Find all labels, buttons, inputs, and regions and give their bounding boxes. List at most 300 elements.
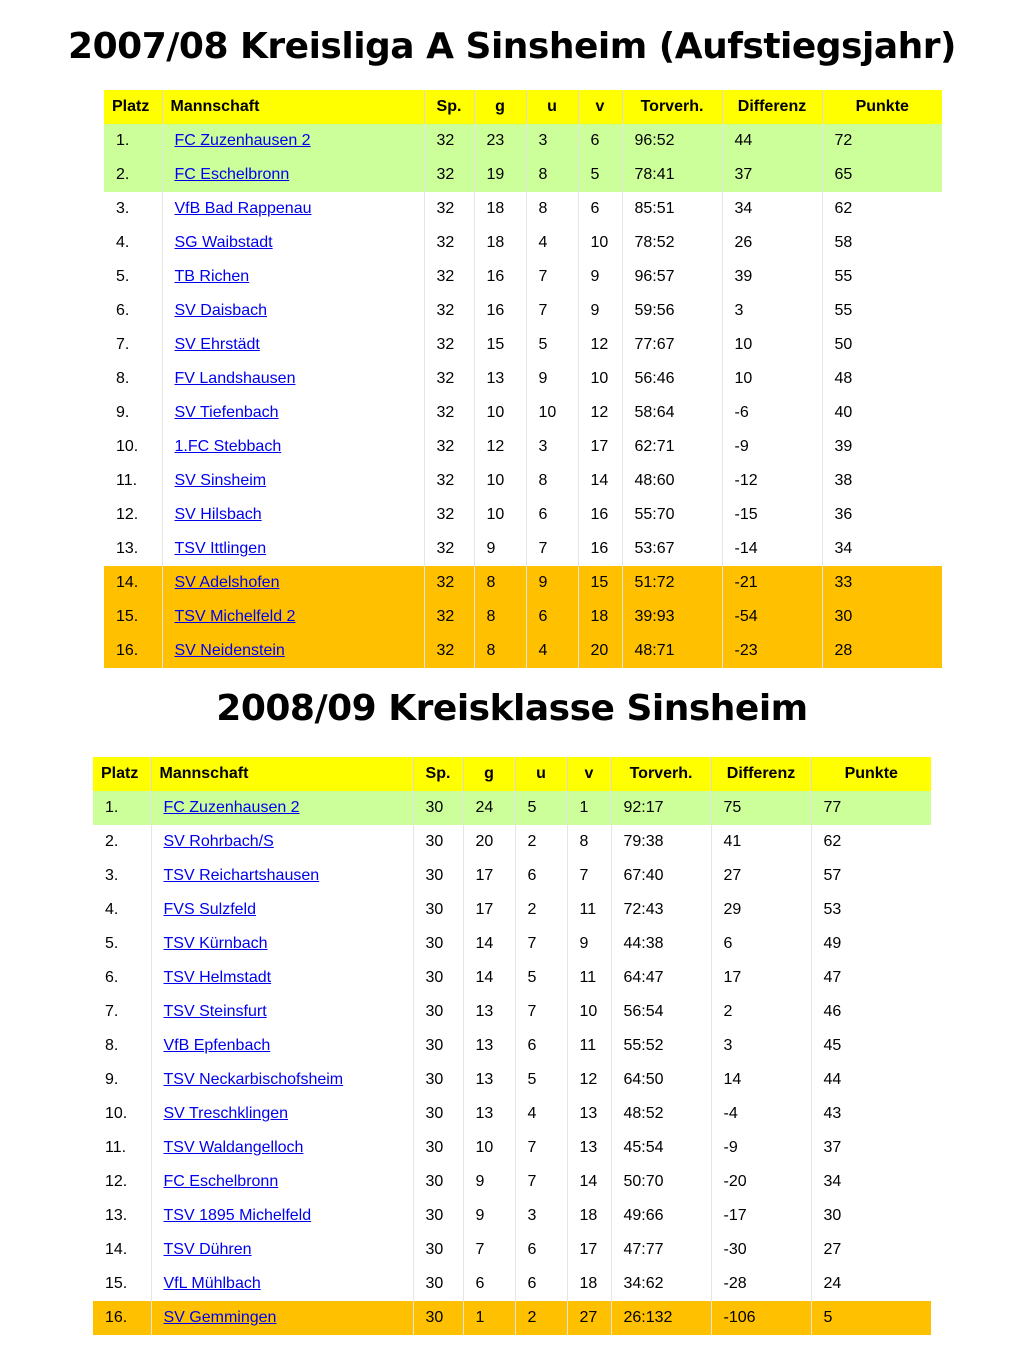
cell-team	[151, 1097, 413, 1131]
cell-u: 9	[526, 362, 578, 396]
cell-team	[162, 532, 424, 566]
header-u: u	[515, 757, 567, 791]
cell-torverh: 64:50	[611, 1063, 711, 1097]
cell-u: 6	[515, 1267, 567, 1301]
cell-g: 20	[463, 825, 515, 859]
cell-v: 10	[567, 995, 611, 1029]
cell-sp: 32	[424, 362, 474, 396]
cell-punkte: 37	[811, 1131, 931, 1165]
cell-sp: 30	[413, 1199, 463, 1233]
cell-v: 12	[567, 1063, 611, 1097]
cell-g: 19	[474, 158, 526, 192]
cell-sp: 32	[424, 600, 474, 634]
cell-platz: 11.	[116, 472, 138, 489]
table-row	[104, 226, 942, 260]
cell-diff: 2	[711, 995, 811, 1029]
cell-v: 5	[578, 158, 622, 192]
table-row	[104, 294, 942, 328]
cell-u: 6	[526, 498, 578, 532]
team-link[interactable]: SV Gemmingen	[163, 1309, 277, 1326]
cell-punkte: 34	[822, 532, 942, 566]
cell-torverh: 64:47	[611, 961, 711, 995]
cell-punkte: 40	[822, 396, 942, 430]
table-row	[104, 430, 942, 464]
cell-u: 5	[515, 961, 567, 995]
table-row	[104, 260, 942, 294]
team-link[interactable]: TSV Michelfeld 2	[174, 608, 296, 625]
team-link[interactable]: VfB Bad Rappenau	[174, 200, 312, 217]
header-g: g	[474, 90, 526, 124]
cell-v: 17	[578, 430, 622, 464]
cell-diff: -17	[711, 1199, 811, 1233]
cell-platz: 15.	[105, 1275, 128, 1292]
table-row	[93, 825, 931, 859]
header-mannschaft: Mannschaft	[151, 757, 413, 791]
team-link[interactable]: SV Neidenstein	[174, 642, 285, 659]
team-link[interactable]: FC Eschelbronn	[174, 166, 290, 183]
cell-punkte: 53	[811, 893, 931, 927]
cell-torverh: 55:70	[622, 498, 722, 532]
cell-punkte: 57	[811, 859, 931, 893]
cell-platz: 2.	[105, 833, 119, 850]
team-link[interactable]: FC Eschelbronn	[163, 1173, 279, 1190]
cell-g: 13	[463, 1063, 515, 1097]
cell-torverh: 79:38	[611, 825, 711, 859]
cell-v: 7	[567, 859, 611, 893]
cell-g: 23	[474, 124, 526, 158]
cell-diff: 29	[711, 893, 811, 927]
cell-punkte: 46	[811, 995, 931, 1029]
cell-u: 8	[526, 158, 578, 192]
cell-diff: -12	[722, 464, 822, 498]
cell-g: 8	[474, 600, 526, 634]
table-header-row	[104, 90, 942, 124]
cell-team	[151, 893, 413, 927]
table-row	[104, 158, 942, 192]
cell-diff: -30	[711, 1233, 811, 1267]
cell-g: 13	[463, 1029, 515, 1063]
cell-team	[162, 396, 424, 430]
cell-g: 24	[463, 791, 515, 825]
cell-torverh: 50:70	[611, 1165, 711, 1199]
cell-torverh: 59:56	[622, 294, 722, 328]
cell-u: 3	[515, 1199, 567, 1233]
cell-sp: 32	[424, 396, 474, 430]
cell-u: 7	[515, 1131, 567, 1165]
table-row	[104, 124, 942, 158]
cell-g: 16	[474, 294, 526, 328]
cell-punkte: 44	[811, 1063, 931, 1097]
cell-sp: 30	[413, 1233, 463, 1267]
cell-u: 7	[515, 1165, 567, 1199]
cell-platz: 2.	[116, 166, 130, 183]
cell-g: 9	[463, 1165, 515, 1199]
cell-g: 18	[474, 192, 526, 226]
cell-platz: 16.	[116, 642, 139, 659]
cell-torverh: 72:43	[611, 893, 711, 927]
cell-platz: 10.	[116, 438, 139, 455]
cell-team	[151, 961, 413, 995]
team-link[interactable]: SV Tiefenbach	[174, 404, 279, 421]
cell-diff: 17	[711, 961, 811, 995]
cell-u: 5	[526, 328, 578, 362]
team-link[interactable]: TSV Helmstadt	[163, 969, 272, 986]
cell-g: 17	[463, 859, 515, 893]
cell-team	[162, 566, 424, 600]
team-link[interactable]: TSV Kürnbach	[163, 935, 268, 952]
table-row	[104, 464, 942, 498]
cell-sp: 32	[424, 498, 474, 532]
cell-v: 10	[578, 362, 622, 396]
cell-team	[162, 600, 424, 634]
team-link[interactable]: TSV Neckarbischofsheim	[163, 1071, 344, 1088]
cell-v: 16	[578, 532, 622, 566]
team-link[interactable]: VfL Mühlbach	[163, 1275, 261, 1292]
table-row	[104, 566, 942, 600]
cell-u: 7	[526, 294, 578, 328]
team-link[interactable]: TSV Reichartshausen	[163, 867, 320, 884]
table-header-row	[93, 757, 931, 791]
cell-torverh: 44:38	[611, 927, 711, 961]
cell-diff: 10	[722, 362, 822, 396]
cell-platz: 6.	[116, 302, 130, 319]
cell-g: 14	[463, 927, 515, 961]
header-platz: Platz	[104, 90, 162, 124]
cell-punkte: 38	[822, 464, 942, 498]
cell-g: 18	[474, 226, 526, 260]
cell-diff: 10	[722, 328, 822, 362]
cell-punkte: 33	[822, 566, 942, 600]
cell-sp: 32	[424, 192, 474, 226]
cell-platz: 5.	[116, 268, 130, 285]
cell-team	[151, 1131, 413, 1165]
cell-g: 15	[474, 328, 526, 362]
team-link[interactable]: SV Treschklingen	[163, 1105, 289, 1122]
team-link[interactable]: FVS Sulzfeld	[163, 901, 256, 918]
cell-team	[162, 634, 424, 668]
cell-sp: 30	[413, 1267, 463, 1301]
cell-team	[151, 1165, 413, 1199]
cell-team	[151, 1199, 413, 1233]
cell-platz: 10.	[105, 1105, 128, 1122]
header-differenz: Differenz	[722, 90, 822, 124]
table-row	[104, 634, 942, 668]
cell-torverh: 55:52	[611, 1029, 711, 1063]
cell-platz: 6.	[105, 969, 119, 986]
cell-sp: 30	[413, 893, 463, 927]
cell-diff: -15	[722, 498, 822, 532]
cell-sp: 32	[424, 566, 474, 600]
team-link[interactable]: TSV Waldangelloch	[163, 1139, 304, 1156]
cell-torverh: 78:52	[622, 226, 722, 260]
cell-torverh: 58:64	[622, 396, 722, 430]
cell-v: 11	[567, 1029, 611, 1063]
table-row	[93, 961, 931, 995]
cell-v: 16	[578, 498, 622, 532]
cell-torverh: 45:54	[611, 1131, 711, 1165]
cell-u: 6	[526, 600, 578, 634]
header-torverh: Torverh.	[611, 757, 711, 791]
cell-platz: 13.	[116, 540, 139, 557]
header-punkte: Punkte	[822, 90, 942, 124]
header-g: g	[463, 757, 515, 791]
team-link[interactable]: TSV 1895 Michelfeld	[163, 1207, 312, 1224]
team-link[interactable]: FV Landshausen	[174, 370, 296, 387]
cell-team	[151, 1063, 413, 1097]
cell-u: 6	[515, 859, 567, 893]
cell-sp: 30	[413, 1131, 463, 1165]
team-link[interactable]: SV Ehrstädt	[174, 336, 260, 353]
cell-sp: 30	[413, 859, 463, 893]
cell-torverh: 96:52	[622, 124, 722, 158]
cell-team	[151, 1301, 413, 1335]
cell-diff: -23	[722, 634, 822, 668]
cell-u: 3	[526, 124, 578, 158]
team-link[interactable]: TB Richen	[174, 268, 250, 285]
cell-g: 13	[463, 1097, 515, 1131]
cell-punkte: 45	[811, 1029, 931, 1063]
cell-u: 6	[515, 1029, 567, 1063]
cell-v: 27	[567, 1301, 611, 1335]
team-link[interactable]: 1.FC Stebbach	[174, 438, 282, 455]
cell-g: 8	[474, 566, 526, 600]
cell-diff: 6	[711, 927, 811, 961]
cell-punkte: 49	[811, 927, 931, 961]
cell-platz: 3.	[116, 200, 130, 217]
cell-platz: 8.	[116, 370, 130, 387]
cell-sp: 30	[413, 995, 463, 1029]
table-title-2007-08: 2007/08 Kreisliga A Sinsheim (Aufstiegsjahr)	[68, 26, 956, 67]
cell-punkte: 24	[811, 1267, 931, 1301]
cell-g: 8	[474, 634, 526, 668]
cell-g: 14	[463, 961, 515, 995]
cell-punkte: 62	[822, 192, 942, 226]
cell-g: 7	[463, 1233, 515, 1267]
cell-v: 15	[578, 566, 622, 600]
team-link[interactable]: SG Waibstadt	[174, 234, 273, 251]
cell-torverh: 47:77	[611, 1233, 711, 1267]
cell-diff: 37	[722, 158, 822, 192]
cell-punkte: 47	[811, 961, 931, 995]
cell-punkte: 50	[822, 328, 942, 362]
cell-team	[162, 464, 424, 498]
cell-diff: -9	[722, 430, 822, 464]
team-link[interactable]: FC Zuzenhausen 2	[163, 799, 300, 816]
cell-sp: 32	[424, 328, 474, 362]
cell-diff: 39	[722, 260, 822, 294]
cell-torverh: 51:72	[622, 566, 722, 600]
cell-v: 18	[567, 1267, 611, 1301]
cell-team	[151, 791, 413, 825]
cell-torverh: 49:66	[611, 1199, 711, 1233]
cell-torverh: 67:40	[611, 859, 711, 893]
cell-punkte: 55	[822, 294, 942, 328]
table-row	[104, 192, 942, 226]
standings-table-2008-09	[93, 757, 931, 1335]
table-row	[104, 396, 942, 430]
cell-v: 17	[567, 1233, 611, 1267]
standings-table-2007-08	[104, 90, 942, 668]
cell-team	[162, 294, 424, 328]
cell-torverh: 92:17	[611, 791, 711, 825]
cell-diff: -54	[722, 600, 822, 634]
header-mannschaft: Mannschaft	[162, 90, 424, 124]
cell-u: 4	[515, 1097, 567, 1131]
cell-punkte: 48	[822, 362, 942, 396]
cell-platz: 9.	[116, 404, 130, 421]
cell-u: 9	[526, 566, 578, 600]
cell-diff: -4	[711, 1097, 811, 1131]
header-sp: Sp.	[413, 757, 463, 791]
cell-punkte: 28	[822, 634, 942, 668]
team-link[interactable]: SV Hilsbach	[174, 506, 262, 523]
cell-team	[162, 498, 424, 532]
cell-g: 12	[474, 430, 526, 464]
cell-g: 13	[463, 995, 515, 1029]
table-row	[93, 1199, 931, 1233]
cell-sp: 32	[424, 430, 474, 464]
header-sp: Sp.	[424, 90, 474, 124]
cell-punkte: 72	[822, 124, 942, 158]
cell-team	[151, 825, 413, 859]
cell-team	[151, 859, 413, 893]
cell-team	[151, 995, 413, 1029]
header-v: v	[578, 90, 622, 124]
table-row	[93, 1029, 931, 1063]
cell-diff: -14	[722, 532, 822, 566]
cell-v: 9	[578, 260, 622, 294]
team-link[interactable]: SV Daisbach	[174, 302, 267, 319]
table-row	[104, 328, 942, 362]
cell-u: 7	[526, 260, 578, 294]
header-torverh: Torverh.	[622, 90, 722, 124]
table-row	[93, 791, 931, 825]
header-u: u	[526, 90, 578, 124]
table-row	[93, 893, 931, 927]
cell-sp: 30	[413, 791, 463, 825]
team-link[interactable]: SV Rohrbach/S	[163, 833, 274, 850]
cell-v: 13	[567, 1131, 611, 1165]
cell-v: 20	[578, 634, 622, 668]
cell-punkte: 5	[811, 1301, 931, 1335]
cell-team	[162, 124, 424, 158]
cell-sp: 32	[424, 464, 474, 498]
cell-sp: 30	[413, 1029, 463, 1063]
cell-diff: 27	[711, 859, 811, 893]
cell-u: 4	[526, 226, 578, 260]
cell-u: 2	[515, 825, 567, 859]
cell-v: 18	[578, 600, 622, 634]
cell-team	[162, 362, 424, 396]
cell-u: 10	[526, 396, 578, 430]
team-link[interactable]: SV Adelshofen	[174, 574, 280, 591]
cell-torverh: 78:41	[622, 158, 722, 192]
cell-punkte: 77	[811, 791, 931, 825]
cell-g: 9	[474, 532, 526, 566]
cell-punkte: 62	[811, 825, 931, 859]
cell-g: 10	[474, 464, 526, 498]
cell-v: 10	[578, 226, 622, 260]
table-title-2008-09: 2008/09 Kreisklasse Sinsheim	[216, 688, 808, 729]
cell-platz: 14.	[116, 574, 139, 591]
cell-diff: -20	[711, 1165, 811, 1199]
cell-punkte: 55	[822, 260, 942, 294]
cell-punkte: 58	[822, 226, 942, 260]
cell-torverh: 39:93	[622, 600, 722, 634]
cell-punkte: 39	[822, 430, 942, 464]
team-link[interactable]: TSV Dühren	[163, 1241, 252, 1258]
cell-torverh: 56:46	[622, 362, 722, 396]
cell-diff: -106	[711, 1301, 811, 1335]
cell-torverh: 48:52	[611, 1097, 711, 1131]
team-link[interactable]: SV Sinsheim	[174, 472, 267, 489]
cell-platz: 9.	[105, 1071, 119, 1088]
header-punkte: Punkte	[811, 757, 931, 791]
cell-v: 1	[567, 791, 611, 825]
cell-platz: 4.	[116, 234, 130, 251]
table-row	[93, 1063, 931, 1097]
cell-u: 6	[515, 1233, 567, 1267]
table-row	[93, 1301, 931, 1335]
team-link[interactable]: TSV Ittlingen	[174, 540, 267, 557]
header-v: v	[567, 757, 611, 791]
cell-diff: 44	[722, 124, 822, 158]
cell-platz: 4.	[105, 901, 119, 918]
cell-punkte: 65	[822, 158, 942, 192]
cell-platz: 3.	[105, 867, 119, 884]
cell-u: 8	[526, 464, 578, 498]
table-row	[93, 1233, 931, 1267]
team-link[interactable]: FC Zuzenhausen 2	[174, 132, 311, 149]
team-link[interactable]: VfB Epfenbach	[163, 1037, 271, 1054]
cell-g: 6	[463, 1267, 515, 1301]
cell-u: 2	[515, 893, 567, 927]
cell-punkte: 43	[811, 1097, 931, 1131]
cell-platz: 7.	[105, 1003, 119, 1020]
cell-platz: 16.	[105, 1309, 128, 1326]
cell-team	[162, 158, 424, 192]
cell-torverh: 96:57	[622, 260, 722, 294]
table-row	[104, 498, 942, 532]
cell-diff: -21	[722, 566, 822, 600]
cell-platz: 12.	[116, 506, 139, 523]
cell-torverh: 53:67	[622, 532, 722, 566]
cell-g: 17	[463, 893, 515, 927]
cell-sp: 30	[413, 1301, 463, 1335]
cell-u: 5	[515, 1063, 567, 1097]
cell-g: 16	[474, 260, 526, 294]
team-link[interactable]: TSV Steinsfurt	[163, 1003, 267, 1020]
cell-platz: 13.	[105, 1207, 128, 1224]
cell-diff: -28	[711, 1267, 811, 1301]
cell-sp: 30	[413, 961, 463, 995]
header-differenz: Differenz	[711, 757, 811, 791]
cell-sp: 32	[424, 124, 474, 158]
table-row	[104, 532, 942, 566]
cell-sp: 32	[424, 634, 474, 668]
cell-platz: 5.	[105, 935, 119, 952]
cell-platz: 11.	[105, 1139, 127, 1156]
cell-platz: 1.	[116, 132, 130, 149]
cell-diff: 34	[722, 192, 822, 226]
cell-v: 9	[567, 927, 611, 961]
cell-team	[162, 226, 424, 260]
cell-diff: 3	[711, 1029, 811, 1063]
cell-sp: 32	[424, 532, 474, 566]
header-platz: Platz	[93, 757, 151, 791]
cell-team	[162, 192, 424, 226]
cell-team	[162, 430, 424, 464]
